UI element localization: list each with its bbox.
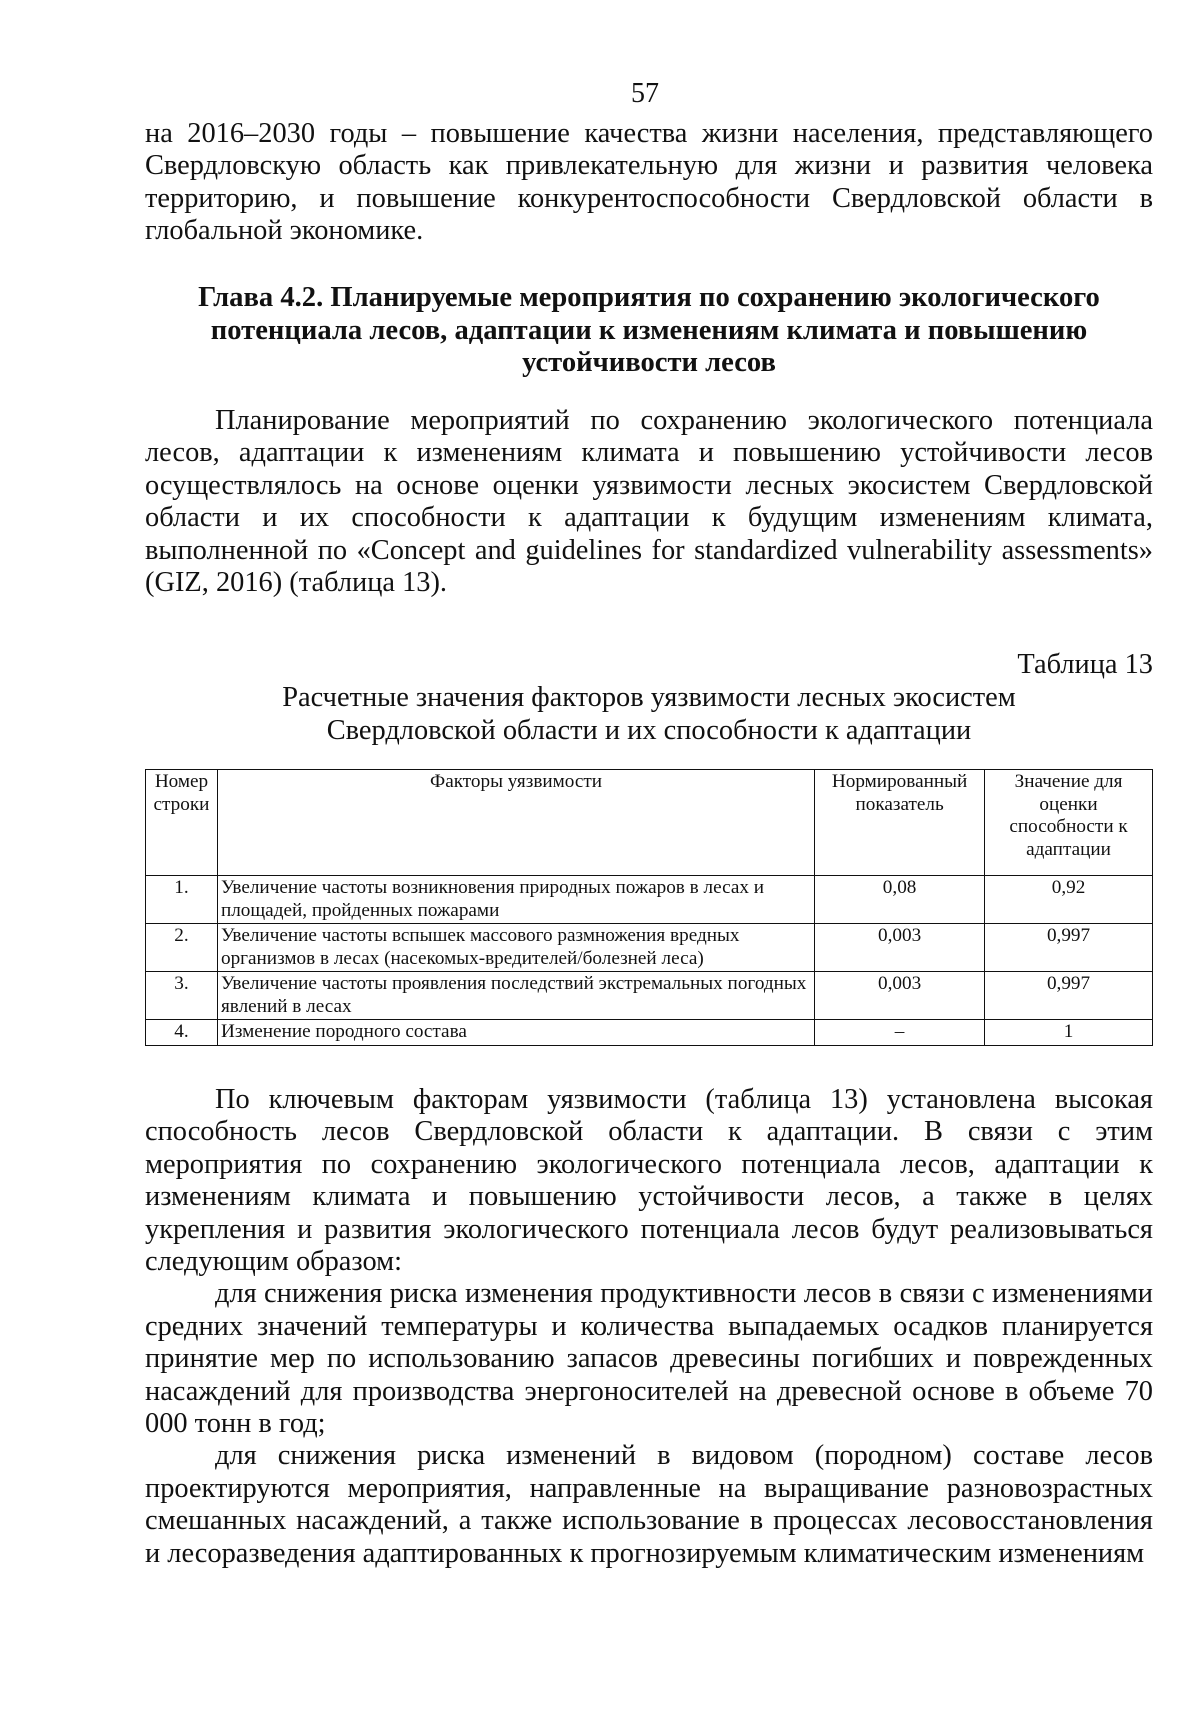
header-num: Номер строки bbox=[146, 770, 218, 876]
row-adaptation: 1 bbox=[985, 1020, 1153, 1046]
table-header-row bbox=[146, 770, 1153, 876]
planning-section bbox=[145, 405, 1153, 599]
table-label: Таблица 13 bbox=[1017, 649, 1153, 680]
table-caption bbox=[145, 648, 1153, 747]
measure-paragraph: для снижения риска изменения продуктивности лесов в связи с изменениями средних значений температуры и количества выпадаемых осадков планируется принятие мер по использованию запасов древесины погибших и поврежденных насаждений для производства энергоносителей на древесной основе в объеме 70 000 тонн в год; bbox=[145, 1278, 1153, 1440]
measure-paragraph: для снижения риска изменений в видовом (породном) составе лесов проектируются мероприятия, направленные на выращивание разновозрастных смешанных насаждений, а также использование в процессах лесовосстановления и лесоразведения адаптированных к прогнозируемым климатическим изменениям bbox=[145, 1440, 1153, 1569]
table-row bbox=[146, 924, 1153, 972]
row-normalized: 0,08 bbox=[815, 876, 985, 924]
table-title-line-2: Свердловской области и их способности к адаптации bbox=[326, 715, 972, 746]
header-adaptation: Значение для оценки способности к адаптации bbox=[985, 770, 1153, 876]
row-adaptation: 0,997 bbox=[985, 972, 1153, 1020]
row-adaptation: 0,92 bbox=[985, 876, 1153, 924]
row-factor: Изменение породного состава bbox=[217, 1020, 814, 1046]
header-normalized: Нормированный показатель bbox=[815, 770, 985, 876]
table-row bbox=[146, 972, 1153, 1020]
conclusion-paragraph: По ключевым факторам уязвимости (таблица 13) установлена высокая способность лесов Свердловской области к адаптации. В связи с этим мероприятия по сохранению экологического потенциала лесов, адаптации к изменениям климата и повышению устойчивости лесов, а также в целях укрепления и развития экологического потенциала лесов будут реализовываться следующим образом: bbox=[145, 1084, 1153, 1278]
row-normalized: – bbox=[815, 1020, 985, 1046]
row-factor: Увеличение частоты проявления последствий экстремальных погодных явлений в лесах bbox=[217, 972, 814, 1020]
row-normalized: 0,003 bbox=[815, 972, 985, 1020]
intro-paragraph: на 2016–2030 годы – повышение качества жизни населения, представляющего Свердловскую область как привлекательную для жизни и развития человека территорию, и повышение конкурентоспособности Свердловской области в глобальной экономике. bbox=[145, 118, 1153, 247]
table-row bbox=[146, 876, 1153, 924]
row-num: 2. bbox=[146, 924, 218, 972]
conclusion-section bbox=[145, 1084, 1153, 1570]
row-num: 4. bbox=[146, 1020, 218, 1046]
row-adaptation: 0,997 bbox=[985, 924, 1153, 972]
row-factor: Увеличение частоты возникновения природных пожаров в лесах и площадей, пройденных пожарами bbox=[217, 876, 814, 924]
page-number: 57 bbox=[631, 78, 659, 109]
row-factor: Увеличение частоты вспышек массового размножения вредных организмов в лесах (насекомых-вредителей/болезней леса) bbox=[217, 924, 814, 972]
table-row bbox=[146, 1020, 1153, 1046]
vulnerability-table bbox=[145, 769, 1153, 1046]
row-num: 1. bbox=[146, 876, 218, 924]
header-factor: Факторы уязвимости bbox=[217, 770, 814, 876]
planning-paragraph: Планирование мероприятий по сохранению экологического потенциала лесов, адаптации к изменениям климата и повышению устойчивости лесов осуществлялось на основе оценки уязвимости лесных экосистем Свердловской области и их способности к адаптации к будущим изменениям климата, выполненной по «Concept and guidelines for standardized vulnerability assessments» (GIZ, 2016) (таблица 13). bbox=[145, 405, 1153, 599]
row-num: 3. bbox=[146, 972, 218, 1020]
table-title-line-1: Расчетные значения факторов уязвимости лесных экосистем bbox=[282, 682, 1016, 713]
intro-section bbox=[145, 118, 1153, 248]
chapter-heading: Глава 4.2. Планируемые мероприятия по сохранению экологического потенциала лесов, адаптации к изменениям климата и повышению устойчивости лесов bbox=[198, 282, 1100, 378]
row-normalized: 0,003 bbox=[815, 924, 985, 972]
